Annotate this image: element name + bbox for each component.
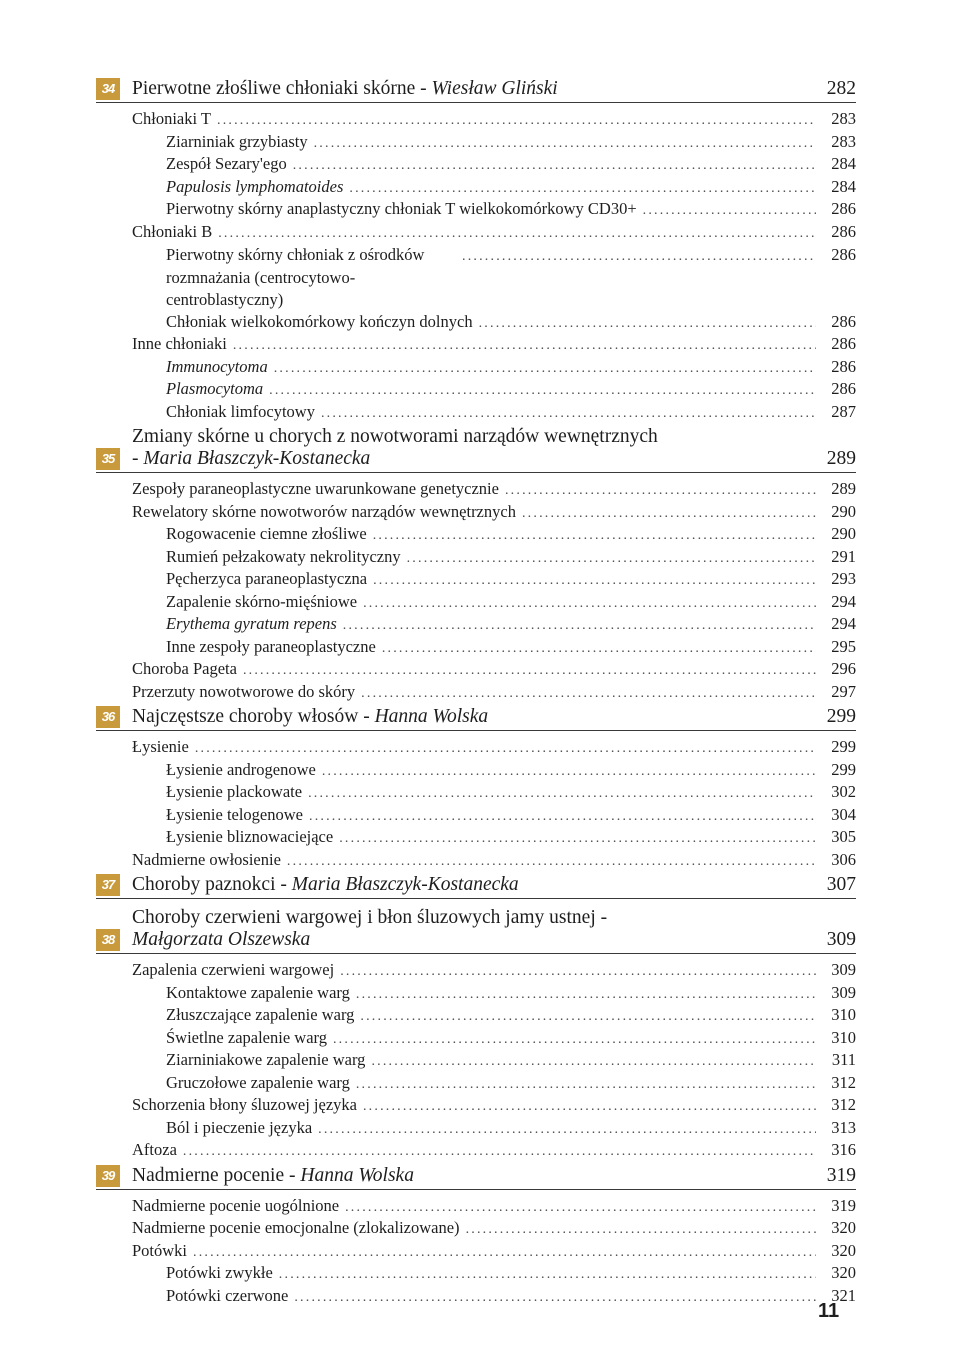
- toc-entry-page: 286: [831, 356, 856, 376]
- toc-entry: [96, 109, 856, 132]
- page-number: 11: [818, 1300, 840, 1322]
- dot-leader: [269, 383, 816, 399]
- toc-entry-page: 305: [831, 827, 856, 846]
- toc-entry: [96, 1005, 856, 1028]
- toc-entry-page: 286: [831, 199, 856, 218]
- dot-leader: [322, 764, 816, 780]
- toc-entry-title: Aftoza: [132, 1140, 177, 1159]
- toc-entry-title: Choroba Pageta: [132, 659, 237, 678]
- toc-entry-title: Pęcherzyca paraneoplastyczna: [166, 569, 368, 588]
- toc-entry: [96, 524, 856, 547]
- toc-entry: [96, 1218, 856, 1241]
- toc-entry-title: Potówki czerwone: [166, 1285, 289, 1305]
- toc-entry: [96, 659, 856, 682]
- toc-entry-page: 306: [831, 849, 856, 869]
- toc-entry-page: 294: [831, 614, 856, 633]
- chapter-block: [96, 706, 856, 874]
- toc-entry-title: Łysienie plackowate: [166, 782, 303, 801]
- toc-entry-page: 310: [831, 1027, 856, 1047]
- chapter-author: Wiesław Gliński: [431, 78, 558, 99]
- toc-entry: [96, 479, 856, 502]
- toc-entry: [96, 1118, 856, 1141]
- toc-entry: [96, 1095, 856, 1118]
- toc-entry-page: 283: [831, 109, 856, 128]
- toc-entry: [96, 402, 856, 425]
- dot-leader: [479, 316, 816, 332]
- toc-entry-title: Złuszczające zapalenie warg: [166, 1005, 355, 1024]
- toc-entry-page: 283: [831, 131, 856, 151]
- toc-entry: [96, 782, 856, 805]
- toc-entry: [96, 1050, 856, 1073]
- toc-entry-page: 309: [831, 960, 856, 979]
- toc-entry-title: Gruczołowe zapalenie warg: [166, 1072, 350, 1092]
- chapter-number-badge: 38: [96, 929, 120, 951]
- dot-leader: [333, 1032, 816, 1048]
- dot-leader: [218, 226, 816, 242]
- toc-entry: [96, 960, 856, 983]
- dot-leader: [345, 1200, 816, 1216]
- dot-leader: [643, 203, 816, 219]
- toc-entry-page: 311: [831, 1050, 856, 1069]
- toc-entry: [96, 132, 856, 155]
- dot-leader: [293, 158, 816, 174]
- dot-leader: [407, 551, 816, 567]
- toc-entry-page: 295: [831, 636, 856, 656]
- toc-entry-page: 319: [831, 1195, 856, 1215]
- toc-entry-page: 309: [831, 982, 856, 1002]
- toc-entry-title: Łysienie: [132, 737, 189, 756]
- dot-leader: [287, 854, 816, 870]
- toc-entry-title: Nadmierne pocenie emocjonalne (zlokalizowane): [132, 1218, 460, 1237]
- chapter-number-badge: 35: [96, 448, 120, 470]
- toc-entry-title: Kontaktowe zapalenie warg: [166, 982, 350, 1002]
- chapter-author: Hanna Wolska: [300, 1164, 414, 1186]
- chapter-title: [132, 907, 816, 953]
- dot-leader: [356, 1077, 816, 1093]
- toc-entry-title: Pierwotny skórny chłoniak z ośrodków rozmnażania (centrocytowo-centroblastyczny): [166, 245, 425, 309]
- toc-entry-page: 286: [831, 334, 856, 353]
- toc-entry-title: Nadmierne owłosienie: [132, 849, 281, 869]
- chapter-block: [96, 78, 856, 426]
- chapter-number-badge: 37: [96, 874, 120, 896]
- dot-leader: [462, 249, 816, 265]
- chapter-heading: [96, 706, 856, 731]
- dot-leader: [243, 663, 816, 679]
- toc-entry-title: Zapalenie skórno-mięśniowe: [166, 591, 358, 611]
- dot-leader: [356, 987, 816, 1003]
- toc-entry: [96, 1073, 856, 1096]
- toc-entry-title: Nadmierne pocenie uogólnione: [132, 1195, 340, 1215]
- chapter-title: [132, 706, 816, 730]
- toc-entry: [96, 177, 856, 200]
- toc-entry-title: Potówki: [132, 1240, 188, 1260]
- toc-entry: [96, 1286, 856, 1309]
- toc-entry-title: Ziarniniak grzybiasty: [166, 131, 308, 151]
- toc-entry-page: 313: [831, 1117, 856, 1137]
- toc-entry: [96, 154, 856, 177]
- toc-entry-title: Chłoniak limfocytowy: [166, 401, 315, 421]
- toc-entry: [96, 547, 856, 570]
- toc-entry-title: Przerzuty nowotworowe do skóry: [132, 681, 356, 701]
- toc-entry-page: 284: [831, 176, 856, 196]
- chapter-heading: [96, 78, 856, 103]
- chapter-heading: [96, 1165, 856, 1190]
- toc-entry-page: 299: [831, 759, 856, 779]
- chapter-number-badge: 34: [96, 78, 120, 100]
- toc-entry-page: 289: [831, 479, 856, 498]
- dot-leader: [349, 181, 816, 197]
- chapter-page-number: 309: [826, 929, 856, 950]
- toc-entry-page: 286: [831, 379, 856, 398]
- toc-entry: [96, 850, 856, 873]
- dot-leader: [343, 618, 816, 634]
- chapter-title-text: Najczęstsze choroby włosów -: [132, 706, 375, 727]
- toc-entry-title: Łysienie bliznowaciejące: [166, 827, 334, 846]
- toc-entry-title: Rewelatory skórne nowotworów narządów wewnętrznych: [132, 501, 516, 521]
- toc-entry-page: 290: [831, 501, 856, 521]
- chapter-block: [96, 1165, 856, 1311]
- toc-entry: [96, 983, 856, 1006]
- toc-entry-page: 286: [831, 221, 856, 241]
- chapter-title: [132, 78, 816, 102]
- dot-leader: [373, 528, 816, 544]
- chapter-author: Małgorzata Olszewska: [132, 929, 311, 950]
- toc-entry-page: 290: [831, 524, 856, 543]
- toc-entry-title: Rogowacenie ciemne złośliwe: [166, 524, 367, 543]
- dot-leader: [279, 1267, 816, 1283]
- toc-entry-page: 286: [831, 311, 856, 331]
- chapter-author: Hanna Wolska: [374, 706, 489, 727]
- toc-entry-title: Erythema gyratum repens: [166, 614, 337, 633]
- toc-entry: [96, 614, 856, 637]
- dot-leader: [318, 1122, 816, 1138]
- toc-entry: [96, 357, 856, 380]
- chapter-page-number: 319: [826, 1164, 856, 1186]
- toc-entry-title: Zapalenia czerwieni wargowej: [132, 960, 335, 979]
- chapter-number-badge: 39: [96, 1165, 120, 1187]
- chapter-number-badge: 36: [96, 706, 120, 728]
- chapter-block: [96, 426, 856, 706]
- toc-entry-page: 320: [831, 1240, 856, 1260]
- chapter-title-line2: [132, 929, 816, 951]
- toc-entry-page: 296: [831, 659, 856, 678]
- dot-leader: [274, 361, 816, 377]
- dot-leader: [314, 136, 816, 152]
- toc-entry-page: 286: [831, 245, 856, 264]
- toc-entry-title: Schorzenia błony śluzowej języka: [132, 1095, 357, 1114]
- toc-entry: [96, 760, 856, 783]
- chapter-heading: [96, 907, 856, 954]
- chapter-block: [96, 874, 856, 907]
- dot-leader: [321, 406, 816, 422]
- chapter-spacer: [96, 1308, 856, 1310]
- toc-entry: [96, 682, 856, 705]
- dot-leader: [363, 1099, 816, 1115]
- toc-entry-title: Immunocytoma: [166, 356, 268, 376]
- dot-leader: [195, 741, 816, 757]
- toc-entry: [96, 312, 856, 335]
- chapter-title-text: Nadmierne pocenie -: [132, 1164, 301, 1186]
- toc-entry-page: 287: [831, 401, 856, 421]
- toc-entry-title: Łysienie telogenowe: [166, 804, 303, 824]
- dot-leader: [360, 1009, 816, 1025]
- chapter-title-line2: [132, 448, 816, 470]
- dot-leader: [308, 786, 816, 802]
- toc-entry-title: Zespoły paraneoplastyczne uwarunkowane genetycznie: [132, 479, 499, 498]
- toc-entry-title: Chłoniaki T: [132, 109, 211, 128]
- dot-leader: [217, 113, 816, 129]
- toc-entry-page: 291: [831, 546, 856, 566]
- toc-entry: [96, 592, 856, 615]
- toc-entry-title: Inne zespoły paraneoplastyczne: [166, 636, 376, 656]
- toc-entry: [96, 1263, 856, 1286]
- toc-entry-page: 294: [831, 591, 856, 611]
- toc-entry-title: Pierwotny skórny anaplastyczny chłoniak T wielkokomórkowy CD30+: [166, 199, 637, 218]
- toc-entry: [96, 244, 856, 312]
- toc-entry-page: 316: [831, 1140, 856, 1159]
- toc-entry: [96, 805, 856, 828]
- toc-entry-title: Chłoniaki B: [132, 221, 213, 241]
- toc-entry-page: 293: [831, 569, 856, 588]
- dot-leader: [505, 483, 816, 499]
- dot-leader: [373, 573, 816, 589]
- dot-leader: [309, 809, 816, 825]
- chapter-title-text: Zmiany skórne u chorych z nowotworami narządów wewnętrznych: [132, 426, 658, 447]
- toc-entry-title: Świetlne zapalenie warg: [166, 1027, 327, 1047]
- toc-entry-title: Ziarniniakowe zapalenie warg: [166, 1050, 366, 1069]
- toc-entry-title: Papulosis lymphomatoides: [166, 176, 344, 196]
- dot-leader: [371, 1054, 816, 1070]
- toc-entry-title: Chłoniak wielkokomórkowy kończyn dolnych: [166, 311, 473, 331]
- toc-entry: [96, 379, 856, 402]
- chapter-heading: [96, 874, 856, 899]
- toc-entry: [96, 737, 856, 760]
- toc-entry-title: Potówki zwykłe: [166, 1263, 273, 1282]
- toc-entry: [96, 569, 856, 592]
- chapter-title: [132, 426, 816, 472]
- toc-entry: [96, 637, 856, 660]
- toc-entry-page: 284: [831, 154, 856, 173]
- dot-leader: [466, 1222, 816, 1238]
- toc-entry-page: 320: [831, 1218, 856, 1237]
- chapter-title: [132, 1165, 816, 1189]
- toc-entry-page: 312: [831, 1095, 856, 1114]
- dot-leader: [183, 1144, 816, 1160]
- toc-entry-page: 302: [831, 782, 856, 801]
- chapter-page-number: 282: [826, 78, 856, 99]
- chapter-title-text: Choroby paznokci -: [132, 874, 292, 895]
- toc-entry-page: 320: [831, 1263, 856, 1282]
- table-of-contents: [96, 78, 856, 1310]
- dot-leader: [382, 641, 816, 657]
- toc-entry-title: Łysienie androgenowe: [166, 759, 316, 779]
- dot-leader: [233, 338, 816, 354]
- toc-entry-title: Inne chłoniaki: [132, 334, 227, 353]
- toc-entry-title: Zespół Sezary'ego: [166, 154, 287, 173]
- chapter-title-text: Choroby czerwieni wargowej i błon śluzowych jamy ustnej -: [132, 907, 608, 928]
- toc-entry-page: 297: [831, 681, 856, 701]
- toc-entry: [96, 222, 856, 245]
- toc-entry-page: 312: [831, 1072, 856, 1092]
- toc-entry: [96, 1241, 856, 1264]
- toc-entry: [96, 502, 856, 525]
- chapter-page-number: 307: [826, 874, 856, 895]
- dot-leader: [361, 686, 816, 702]
- chapter-author: Maria Błaszczyk-Kostanecka: [291, 874, 519, 895]
- chapter-page-number: 299: [826, 706, 856, 727]
- toc-entry-page: 299: [831, 737, 856, 756]
- chapter-title-dash: -: [132, 448, 144, 469]
- chapter-author: Maria Błaszczyk-Kostanecka: [143, 448, 371, 469]
- toc-entry-page: 304: [831, 804, 856, 824]
- chapter-title-text: Pierwotne złośliwe chłoniaki skórne -: [132, 78, 432, 99]
- dot-leader: [363, 596, 816, 612]
- chapter-title: [132, 874, 816, 898]
- toc-entry: [96, 1028, 856, 1051]
- dot-leader: [193, 1245, 816, 1261]
- toc-entry-title: Plasmocytoma: [166, 379, 264, 398]
- toc-entry-title: Rumień pełzakowaty nekrolityczny: [166, 546, 401, 566]
- dot-leader: [294, 1290, 816, 1306]
- toc-entry: [96, 1140, 856, 1163]
- dot-leader: [339, 831, 816, 847]
- toc-entry-title: Ból i pieczenie języka: [166, 1117, 313, 1137]
- toc-entry-page: 310: [831, 1005, 856, 1024]
- toc-entry: [96, 334, 856, 357]
- toc-entry: [96, 827, 856, 850]
- chapter-block: [96, 907, 856, 1165]
- toc-entry: [96, 199, 856, 222]
- toc-entry-page: 321: [831, 1285, 856, 1305]
- toc-entry: [96, 1196, 856, 1219]
- chapter-heading: [96, 426, 856, 473]
- dot-leader: [340, 964, 816, 980]
- dot-leader: [522, 506, 816, 522]
- chapter-page-number: 289: [826, 448, 856, 469]
